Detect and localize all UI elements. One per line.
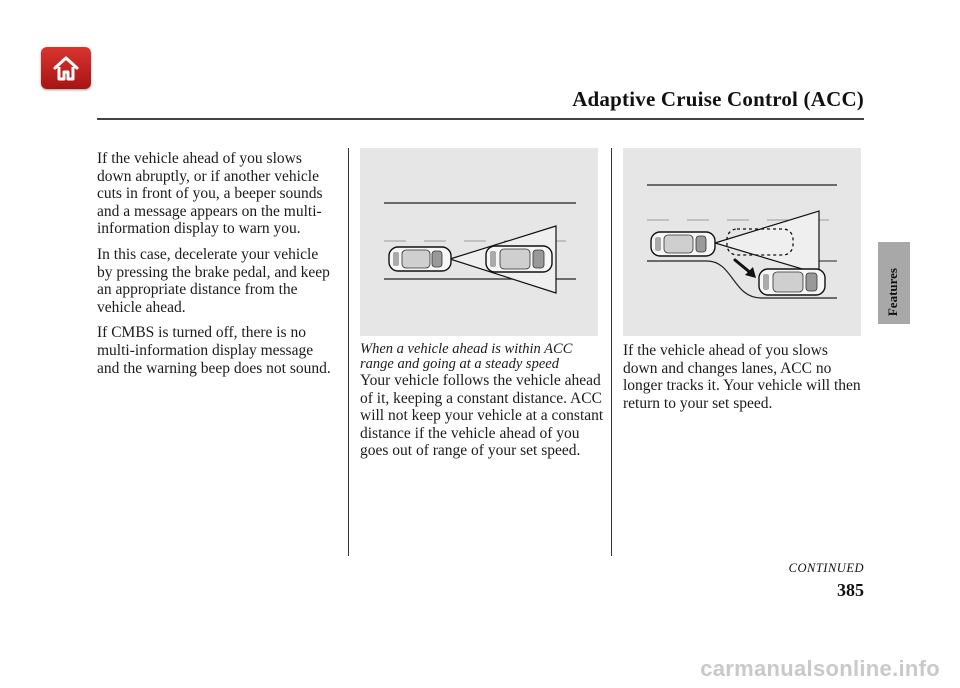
home-button[interactable]: [41, 47, 91, 89]
paragraph: If the vehicle ahead of you slows down and changes lanes, ACC no longer tracks it. Your vehicle will then return to your set speed.: [623, 342, 861, 412]
left-column: [97, 150, 337, 385]
home-icon: [51, 53, 81, 83]
section-title: Adaptive Cruise Control (ACC): [572, 87, 864, 111]
continued-label: CONTINUED: [788, 561, 864, 575]
middle-column: [360, 342, 604, 460]
page-number: 385: [837, 580, 864, 600]
column-divider-1: [348, 148, 349, 556]
side-tab-label: Features: [885, 268, 900, 317]
vehicle-following-diagram: [360, 148, 598, 336]
paragraph: If the vehicle ahead of you slows down abruptly, or if another vehicle cuts in front of you, a beeper sounds and a message appears on the multi-information display to warn you.: [97, 150, 323, 238]
title-rule: [97, 118, 864, 120]
paragraph: If CMBS is turned off, there is no multi-information display message and the warning beep does not sound.: [97, 324, 331, 377]
watermark: carmanualsonline.info: [700, 656, 940, 681]
column-divider-2: [611, 148, 612, 556]
vehicle-lane-change-diagram: [623, 148, 861, 336]
paragraph: In this case, decelerate your vehicle by pressing the brake pedal, and keep an appropriate distance from the vehicle ahead.: [97, 245, 330, 316]
figure-caption: When a vehicle ahead is within ACC range and going at a steady speed: [360, 341, 573, 372]
right-column: [623, 342, 861, 412]
paragraph: Your vehicle follows the vehicle ahead of it, keeping a constant distance. ACC will not keep your vehicle at a constant distance if the vehicle ahead of you goes out of range of your set speed.: [360, 372, 604, 460]
